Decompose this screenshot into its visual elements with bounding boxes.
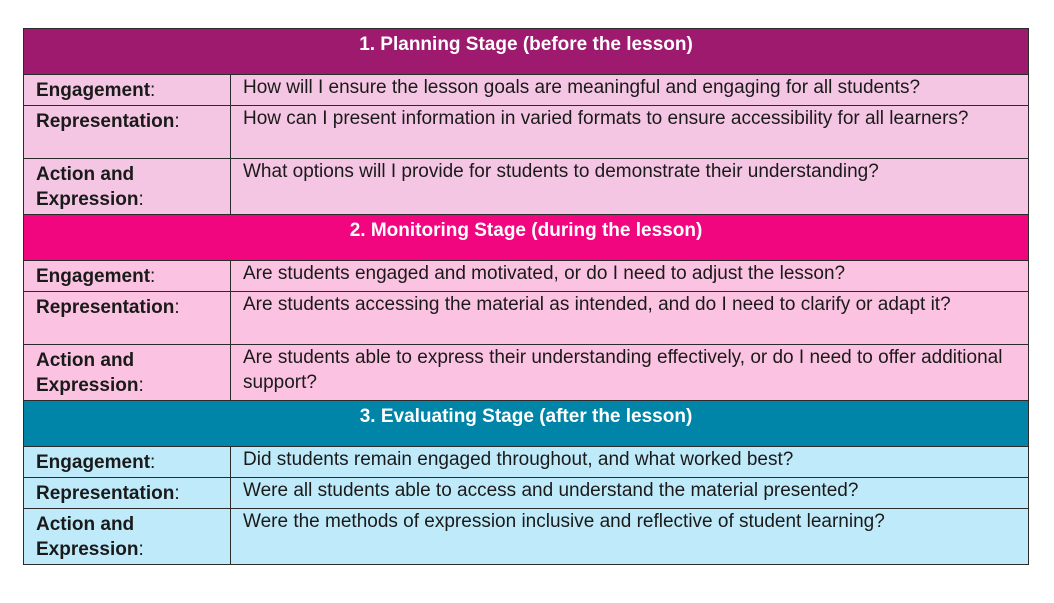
row-label-text: Engagement <box>36 266 151 287</box>
row-label: Engagement: <box>24 447 231 478</box>
monitoring-stage-title: 2. Monitoring Stage (during the lesson) <box>24 215 1029 261</box>
evaluating-representation-row <box>24 478 1029 509</box>
evaluating-stage-header-row <box>24 401 1029 447</box>
row-label: Action and Expression: <box>24 345 231 401</box>
udl-reflection-table-container <box>23 28 1028 565</box>
row-question: How can I present information in varied formats to ensure accessibility for all learners? <box>231 106 1029 159</box>
evaluating-engagement-row <box>24 447 1029 478</box>
udl-reflection-table <box>23 28 1029 565</box>
planning-representation-row <box>24 106 1029 159</box>
row-label-text: Engagement <box>36 80 151 101</box>
row-label: Representation: <box>24 106 231 159</box>
row-label: Engagement: <box>24 75 231 106</box>
planning-stage-header-row <box>24 29 1029 75</box>
row-label-text: Action and Expression <box>36 164 139 210</box>
evaluating-stage-title: 3. Evaluating Stage (after the lesson) <box>24 401 1029 447</box>
row-label-text: Representation <box>36 111 175 132</box>
planning-stage-title: 1. Planning Stage (before the lesson) <box>24 29 1029 75</box>
monitoring-stage-header-row <box>24 215 1029 261</box>
row-label: Engagement: <box>24 261 231 292</box>
planning-engagement-row <box>24 75 1029 106</box>
row-question: Are students accessing the material as intended, and do I need to clarify or adapt it? <box>231 292 1029 345</box>
row-question: Are students engaged and motivated, or do I need to adjust the lesson? <box>231 261 1029 292</box>
monitoring-representation-row <box>24 292 1029 345</box>
row-label: Action and Expression: <box>24 159 231 215</box>
monitoring-action-row <box>24 345 1029 401</box>
row-label-text: Representation <box>36 297 175 318</box>
row-label: Representation: <box>24 478 231 509</box>
row-question: Did students remain engaged throughout, and what worked best? <box>231 447 1029 478</box>
monitoring-engagement-row <box>24 261 1029 292</box>
row-question: Were all students able to access and understand the material presented? <box>231 478 1029 509</box>
row-label-text: Representation <box>36 483 175 504</box>
row-label: Representation: <box>24 292 231 345</box>
row-question: Are students able to express their understanding effectively, or do I need to offer additional support? <box>231 345 1029 401</box>
row-label-text: Action and Expression <box>36 514 139 560</box>
row-label: Action and Expression: <box>24 509 231 565</box>
row-question: What options will I provide for students to demonstrate their understanding? <box>231 159 1029 215</box>
planning-action-row <box>24 159 1029 215</box>
row-label-text: Engagement <box>36 452 151 473</box>
row-question: How will I ensure the lesson goals are meaningful and engaging for all students? <box>231 75 1029 106</box>
row-label-text: Action and Expression <box>36 350 139 396</box>
row-question: Were the methods of expression inclusive and reflective of student learning? <box>231 509 1029 565</box>
evaluating-action-row <box>24 509 1029 565</box>
